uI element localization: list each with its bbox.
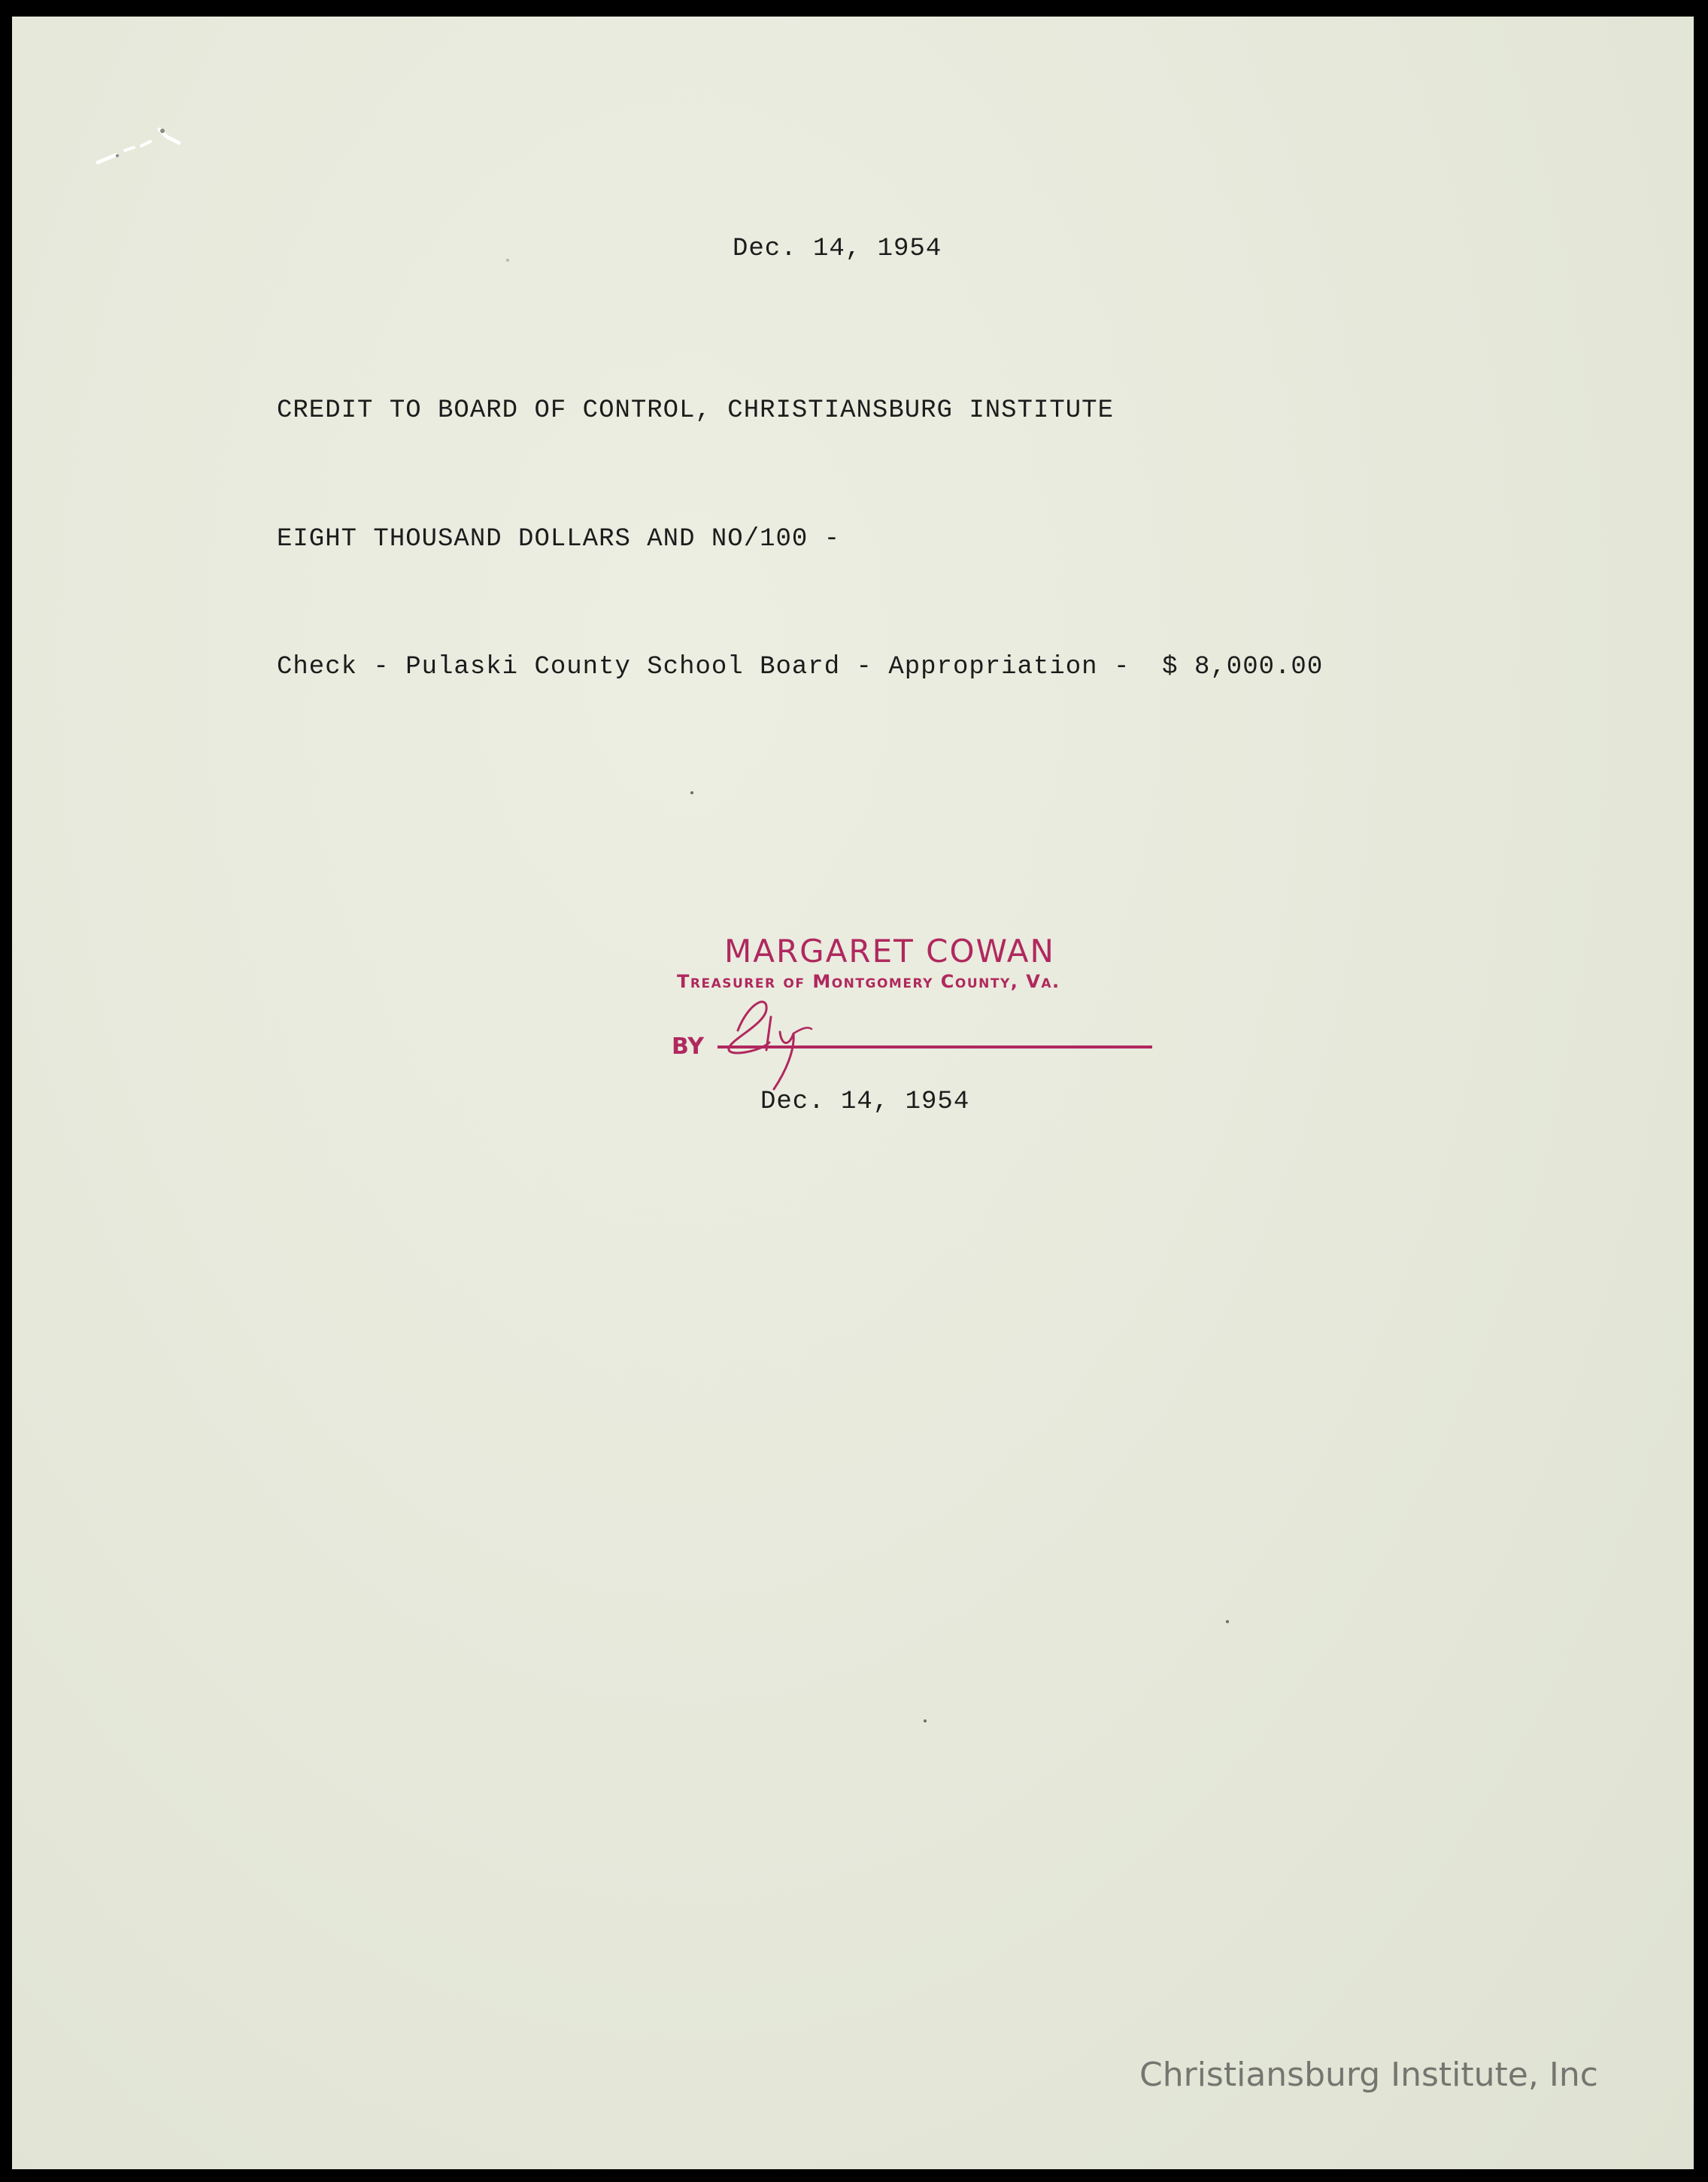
stamp-by-label: BY [672, 1033, 704, 1060]
document-page [12, 17, 1694, 2169]
date-top: Dec. 14, 1954 [733, 235, 942, 263]
watermark: Christiansburg Institute, Inc [1139, 2056, 1598, 2094]
credit-line: CREDIT TO BOARD OF CONTROL, CHRISTIANSBURG INSTITUTE [277, 396, 1114, 425]
paper-speck [924, 1719, 927, 1722]
paper-speck [1226, 1620, 1229, 1623]
paper-speck [690, 791, 693, 794]
check-line: Check - Pulaski County School Board - Appropriation - $ 8,000.00 [277, 653, 1324, 681]
handwritten-signature [708, 987, 828, 1092]
amount-in-words: EIGHT THOUSAND DOLLARS AND NO/100 - [277, 525, 841, 554]
paper-speck [506, 259, 509, 262]
stamp-treasurer-title: Treasurer of Montgomery County, Va. [677, 971, 1060, 992]
date-bottom: Dec. 14, 1954 [760, 1088, 970, 1116]
stamp-treasurer-name: MARGARET COWAN [724, 933, 1055, 970]
staple-hole-icon [95, 120, 208, 173]
